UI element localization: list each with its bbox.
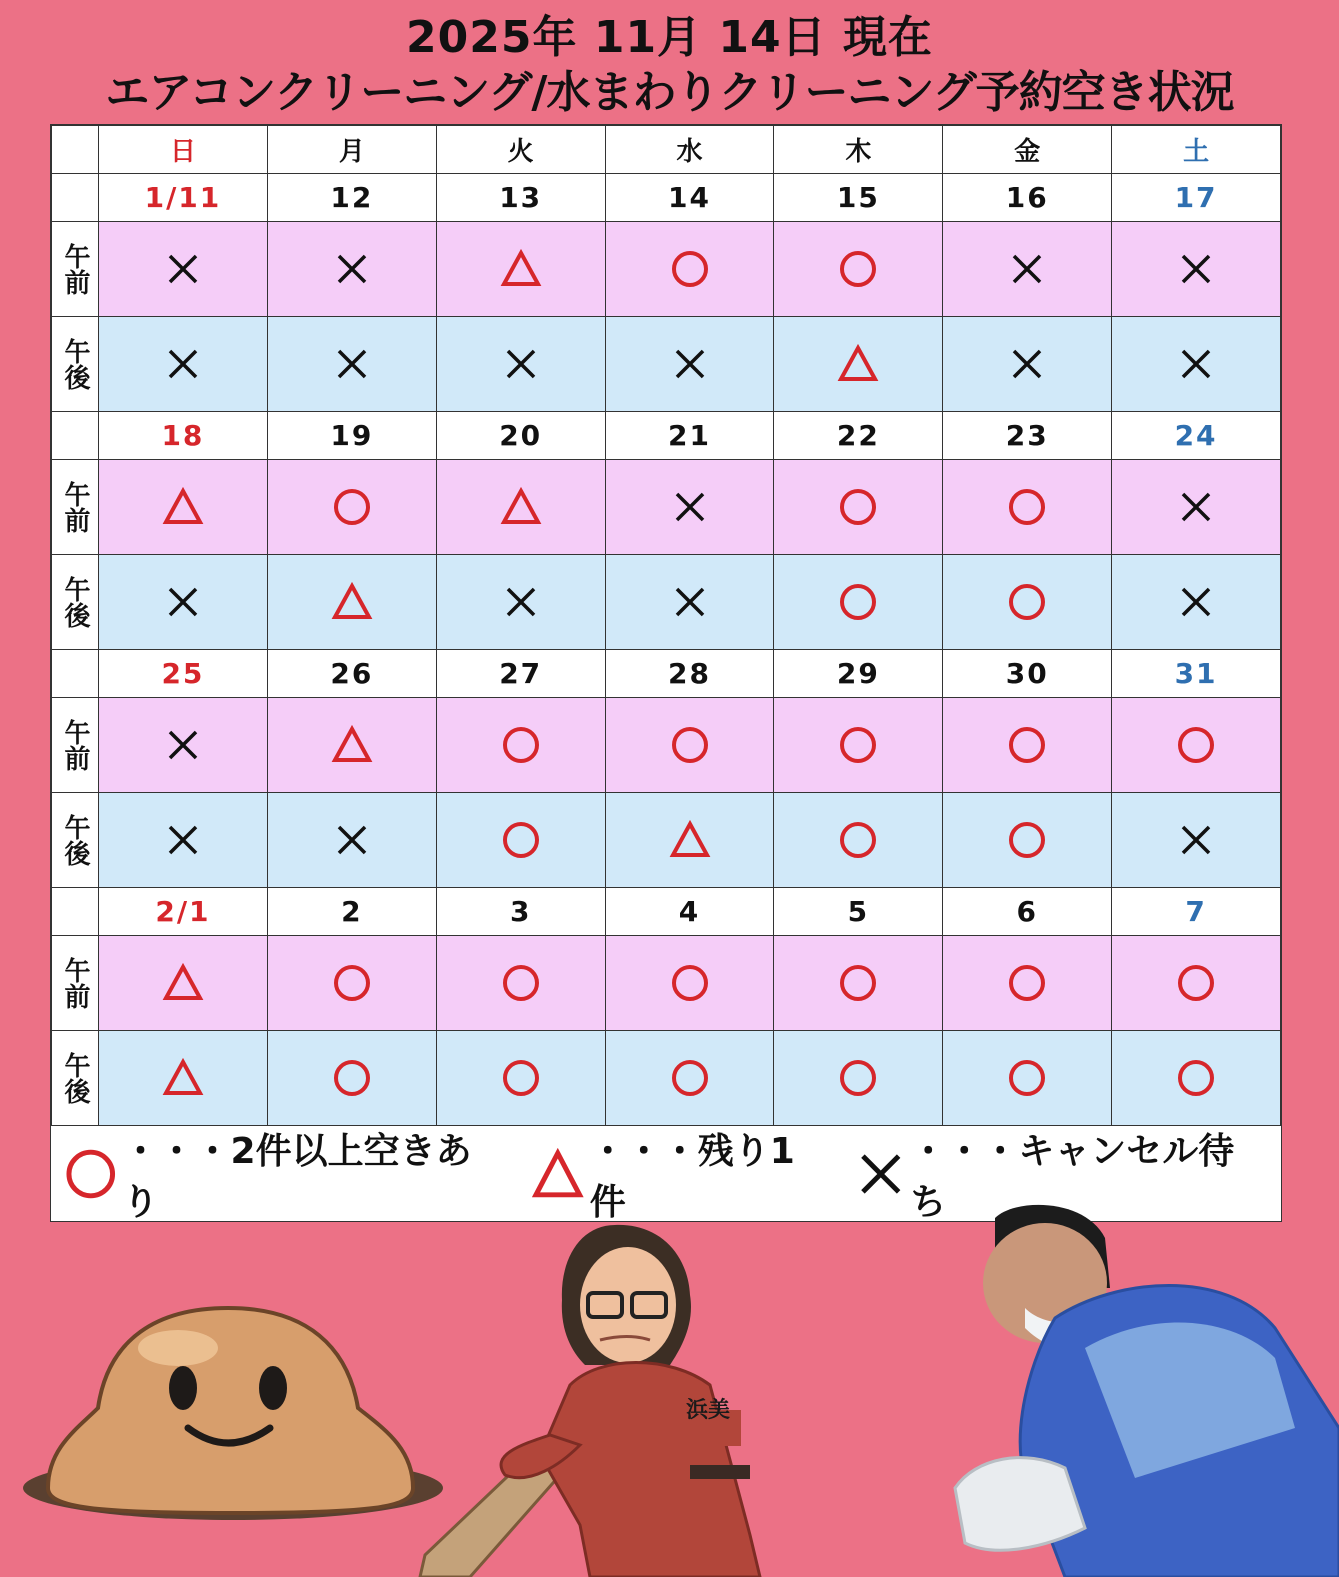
cross-icon [161,723,205,767]
morning-row [52,698,1281,793]
legend-x-text: ・・・キャンセル待ち [910,1131,1235,1223]
slot-cell [267,222,436,317]
slot-cell [1112,317,1281,412]
circle-icon [1005,1056,1049,1100]
date-cell: 12 [267,174,436,222]
slot-cell [98,317,267,412]
title-main: エアコンクリーニング/水まわりクリーニング予約空き状況 [105,67,1234,118]
date-cell: 18 [98,412,267,460]
slot-cell [436,1031,605,1126]
triangle-icon [499,485,543,529]
slot-cell [436,222,605,317]
date-cell: 15 [774,174,943,222]
circle-icon [499,723,543,767]
slot-cell [943,222,1112,317]
date-cell: 5 [774,888,943,936]
circle-icon [1005,485,1049,529]
slot-cell [943,793,1112,888]
weekday-header-row [52,126,1281,174]
weekday-header: 金 [943,126,1112,174]
circle-icon [836,485,880,529]
slot-cell [774,1031,943,1126]
slot-cell [267,936,436,1031]
circle-icon [1005,580,1049,624]
slot-cell [436,936,605,1031]
circle-icon [836,961,880,1005]
cross-icon [499,342,543,386]
morning-label: 午前 [52,698,99,793]
afternoon-label: 午後 [52,793,99,888]
slot-cell [1112,1031,1281,1126]
slot-cell [267,1031,436,1126]
slot-cell [605,1031,774,1126]
slot-cell [267,793,436,888]
circle-icon [65,1148,117,1200]
circle-icon [1174,1056,1218,1100]
calendar-panel [50,124,1282,1222]
slot-cell [267,698,436,793]
badge-text: 浜美 [685,1398,731,1423]
triangle-icon [161,961,205,1005]
circle-icon [836,1056,880,1100]
slot-cell [267,460,436,555]
slot-cell [774,460,943,555]
triangle-icon [161,1056,205,1100]
slot-cell [605,698,774,793]
staff-man-illustration [935,1198,1339,1577]
availability-table [51,125,1281,1126]
date-cell: 22 [774,412,943,460]
slot-cell [436,317,605,412]
slot-cell [98,460,267,555]
slot-cell [267,555,436,650]
afternoon-label: 午後 [52,555,99,650]
slot-cell [605,555,774,650]
slot-cell [774,793,943,888]
date-cell: 14 [605,174,774,222]
cross-icon [1174,342,1218,386]
slot-cell [774,222,943,317]
date-cell: 28 [605,650,774,698]
blank-cell [52,174,99,222]
slot-cell [605,460,774,555]
date-cell: 2/1 [98,888,267,936]
circle-icon [668,961,712,1005]
cross-icon [161,580,205,624]
slot-cell [98,1031,267,1126]
weekday-header: 火 [436,126,605,174]
cross-icon [1174,580,1218,624]
slot-cell [436,793,605,888]
slot-cell [1112,793,1281,888]
date-cell: 27 [436,650,605,698]
triangle-icon [330,580,374,624]
circle-icon [1005,818,1049,862]
afternoon-row [52,1031,1281,1126]
cross-icon [1174,818,1218,862]
cross-icon [1005,342,1049,386]
cross-icon [330,342,374,386]
date-cell: 3 [436,888,605,936]
triangle-icon [499,247,543,291]
morning-label: 午前 [52,222,99,317]
date-cell: 24 [1112,412,1281,460]
slot-cell [943,317,1112,412]
cross-icon [330,818,374,862]
slot-cell [943,460,1112,555]
slot-cell [605,222,774,317]
blank-cell [52,888,99,936]
slot-cell [436,698,605,793]
date-cell: 6 [943,888,1112,936]
triangle-icon [532,1148,584,1200]
date-cell: 29 [774,650,943,698]
circle-icon [836,818,880,862]
legend-triangle-text: ・・・残り1件 [589,1131,795,1223]
weekday-header: 日 [98,126,267,174]
cross-icon [1005,247,1049,291]
afternoon-row [52,793,1281,888]
slot-cell [436,555,605,650]
date-cell: 25 [98,650,267,698]
slot-cell [605,317,774,412]
slot-cell [98,698,267,793]
date-row [52,888,1281,936]
date-cell: 1/11 [98,174,267,222]
circle-icon [330,1056,374,1100]
circle-icon [668,1056,712,1100]
circle-icon [1005,723,1049,767]
afternoon-row [52,555,1281,650]
circle-icon [1174,723,1218,767]
slot-cell [98,555,267,650]
cross-icon [161,247,205,291]
afternoon-row [52,317,1281,412]
cross-icon [668,485,712,529]
slot-cell [1112,555,1281,650]
title-date: 2025年 11月 14日 現在 [406,12,933,63]
slot-cell [774,698,943,793]
weekday-header: 土 [1112,126,1281,174]
triangle-icon [836,342,880,386]
circle-icon [836,580,880,624]
morning-label: 午前 [52,460,99,555]
legend-circle-text: ・・・2件以上空きあり [122,1131,472,1223]
cross-icon [161,342,205,386]
slot-cell [774,555,943,650]
worker-woman-illustration [410,1205,810,1577]
slot-cell [1112,222,1281,317]
circle-icon [330,485,374,529]
circle-icon [499,961,543,1005]
slot-cell [943,555,1112,650]
date-cell: 16 [943,174,1112,222]
corner-cell [52,126,99,174]
date-cell: 2 [267,888,436,936]
date-row [52,174,1281,222]
slot-cell [943,698,1112,793]
blank-cell [52,650,99,698]
circle-icon [836,247,880,291]
slot-cell [1112,460,1281,555]
afternoon-label: 午後 [52,1031,99,1126]
slot-cell [267,317,436,412]
slot-cell [98,936,267,1031]
morning-row [52,460,1281,555]
date-cell: 23 [943,412,1112,460]
slot-cell [943,1031,1112,1126]
circle-icon [668,723,712,767]
weekday-header: 水 [605,126,774,174]
slot-cell [1112,936,1281,1031]
circle-icon [836,723,880,767]
cross-icon [668,580,712,624]
date-cell: 13 [436,174,605,222]
morning-row [52,936,1281,1031]
date-cell: 7 [1112,888,1281,936]
cross-icon [1174,485,1218,529]
weekday-header: 月 [267,126,436,174]
circle-icon [668,247,712,291]
date-row [52,412,1281,460]
date-cell: 20 [436,412,605,460]
date-cell: 21 [605,412,774,460]
triangle-icon [330,723,374,767]
slot-cell [774,317,943,412]
cross-icon [330,247,374,291]
slot-cell [605,793,774,888]
slime-mascot-illustration [8,1298,448,1528]
slot-cell [436,460,605,555]
date-cell: 19 [267,412,436,460]
circle-icon [1005,961,1049,1005]
cross-icon [499,580,543,624]
triangle-icon [161,485,205,529]
cross-icon [1174,247,1218,291]
morning-row [52,222,1281,317]
date-cell: 26 [267,650,436,698]
blank-cell [52,412,99,460]
triangle-icon [668,818,712,862]
date-row [52,650,1281,698]
morning-label: 午前 [52,936,99,1031]
circle-icon [499,818,543,862]
slot-cell [943,936,1112,1031]
date-cell: 4 [605,888,774,936]
cross-icon [857,1150,905,1198]
date-cell: 31 [1112,650,1281,698]
cross-icon [668,342,712,386]
slot-cell [605,936,774,1031]
weekday-header: 木 [774,126,943,174]
slot-cell [774,936,943,1031]
afternoon-label: 午後 [52,317,99,412]
slot-cell [1112,698,1281,793]
circle-icon [330,961,374,1005]
circle-icon [1174,961,1218,1005]
cross-icon [161,818,205,862]
slot-cell [98,793,267,888]
slot-cell [98,222,267,317]
date-cell: 17 [1112,174,1281,222]
date-cell: 30 [943,650,1112,698]
circle-icon [499,1056,543,1100]
